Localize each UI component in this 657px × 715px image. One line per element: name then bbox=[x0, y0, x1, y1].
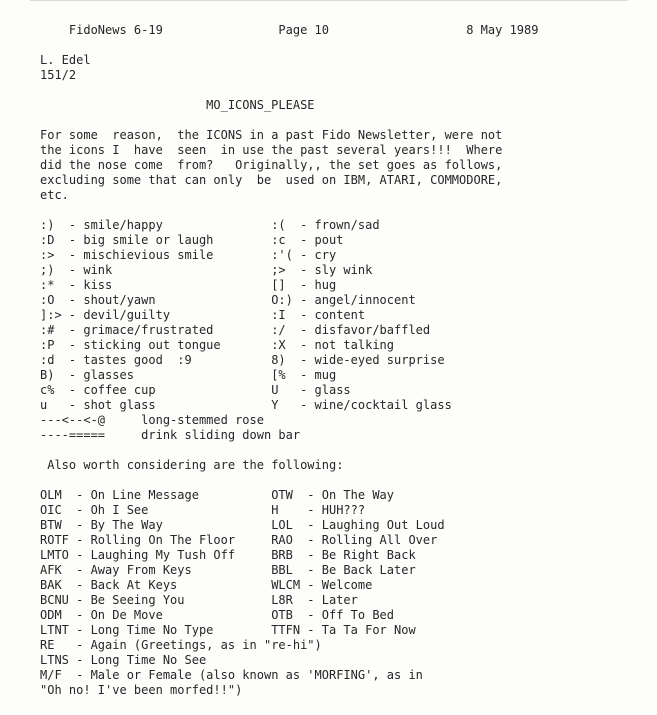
intro-paragraph bbox=[40, 128, 657, 203]
icon-legend-row: ;) - wink ;> - sly wink bbox=[40, 263, 373, 277]
abbrev-section bbox=[40, 488, 657, 698]
abbrev-row: ODM - On De Move OTB - Off To Bed bbox=[40, 608, 395, 622]
icon-legend-row: :d - tastes good :9 8) - wide-eyed surprise bbox=[40, 353, 445, 367]
icon-legend-section bbox=[40, 218, 657, 443]
intro-line: excluding some that can only be used on IBM, ATARI, COMMODORE, bbox=[40, 173, 503, 187]
intro-line: For some reason, the ICONS in a past Fido Newsletter, were not bbox=[40, 128, 503, 142]
icon-legend-row: :P - sticking out tongue :X - not talking bbox=[40, 338, 395, 352]
scan-artifact-line bbox=[30, 0, 628, 1]
icon-legend-row: u - shot glass Y - wine/cocktail glass bbox=[40, 398, 452, 412]
abbrev-row: ROTF - Rolling On The Floor RAO - Rolling All Over bbox=[40, 533, 438, 547]
icon-legend-row: :> - mischievious smile :'( - cry bbox=[40, 248, 337, 262]
byline bbox=[40, 53, 657, 83]
icon-legend-row: B) - glasses [% - mug bbox=[40, 368, 337, 382]
icon-legend-row: c% - coffee cup U - glass bbox=[40, 383, 351, 397]
abbrev-row: BTW - By The Way LOL - Laughing Out Loud bbox=[40, 518, 445, 532]
abbrev-row: AFK - Away From Keys BBL - Be Back Later bbox=[40, 563, 416, 577]
abbrev-row: BCNU - Be Seeing You L8R - Later bbox=[40, 593, 358, 607]
icon-legend-row: :# - grimace/frustrated :/ - disfavor/baffled bbox=[40, 323, 431, 337]
abbrev-row: LMTO - Laughing My Tush Off BRB - Be Right Back bbox=[40, 548, 416, 562]
author-name: L. Edel bbox=[40, 53, 91, 67]
icon-legend-row: :D - big smile or laugh :c - pout bbox=[40, 233, 344, 247]
also-worth-line: Also worth considering are the following: bbox=[40, 458, 344, 472]
node-address: 151/2 bbox=[40, 68, 77, 82]
abbrev-row: RE - Again (Greetings, as in "re-hi") bbox=[40, 638, 322, 652]
page-header bbox=[40, 8, 657, 37]
page-number: Page 10 bbox=[278, 23, 329, 37]
newsletter-name: FidoNews 6-19 bbox=[68, 23, 163, 37]
icon-legend-row: :) - smile/happy :( - frown/sad bbox=[40, 218, 380, 232]
abbrev-row: LTNS - Long Time No See bbox=[40, 653, 207, 667]
abbrev-row: BAK - Back At Keys WLCM - Welcome bbox=[40, 578, 373, 592]
issue-date: 8 May 1989 bbox=[466, 23, 539, 37]
intro-line: did the nose come from? Originally,, the set goes as follows, bbox=[40, 158, 503, 172]
icon-legend-row: ----===== drink sliding down bar bbox=[40, 428, 301, 442]
intro-line: the icons I have seen in use the past several years!!! Where bbox=[40, 143, 503, 157]
intro-line: etc. bbox=[40, 188, 69, 202]
abbrev-row: LTNT - Long Time No Type TTFN - Ta Ta For Now bbox=[40, 623, 416, 637]
abbrev-row: OIC - Oh I See H - HUH??? bbox=[40, 503, 366, 517]
article-title: MO_ICONS_PLEASE bbox=[206, 98, 315, 112]
abbrev-continuation-line: "Oh no! I've been morfed!!") bbox=[40, 683, 243, 697]
abbrev-row: OLM - On Line Message OTW - On The Way bbox=[40, 488, 395, 502]
icon-legend-row: :O - shout/yawn O:) - angel/innocent bbox=[40, 293, 416, 307]
icon-legend-row: ]:> - devil/guilty :I - content bbox=[40, 308, 366, 322]
icon-legend-row: :* - kiss [] - hug bbox=[40, 278, 337, 292]
icon-legend-row: ---<--<-@ long-stemmed rose bbox=[40, 413, 264, 427]
abbrev-row: M/F - Male or Female (also known as 'MORFING', as in bbox=[40, 668, 423, 682]
